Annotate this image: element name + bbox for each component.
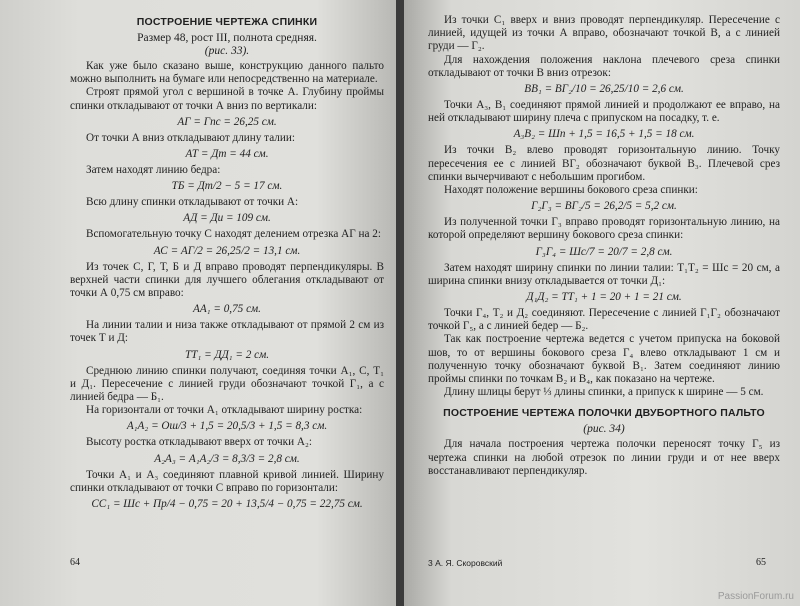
section-title-back: ПОСТРОЕНИЕ ЧЕРТЕЖА СПИНКИ bbox=[136, 16, 318, 28]
formula-line: АС = АГ/2 = 26,25/2 = 13,1 см. bbox=[153, 244, 301, 257]
formula-line: Г₂Г₃ = ВГ₂/5 = 26,2/5 = 5,2 см. bbox=[531, 200, 677, 213]
paragraph: Всю длину спинки откладывают от точки А: bbox=[86, 196, 299, 209]
watermark: PassionForum.ru bbox=[717, 591, 794, 602]
formula-line: ТТ₁ = ДД₁ = 2 см. bbox=[184, 348, 270, 361]
paragraph: Высоту ростка откладывают вверх от точки А₂: bbox=[86, 436, 312, 449]
paragraph: Как уже было сказано выше, конструкцию данного пальто можно выполнить на бумаге или непосредственно на материале. bbox=[70, 60, 384, 86]
paragraph: Так как построение чертежа ведется с учетом припуска на боковой шов, то от вершины бокового среза Г₄ влево откладывают 1 см и полученную точку обозначают буквой В₁. Затем соединяют линию проймы спинки по точкам В₂ и В₄, как показано на чертеже. bbox=[428, 333, 780, 386]
paragraph: Точки А₃, В₁ соединяют прямой линией и продолжают ее вправо, на ней откладывают ширину плеча с припуском на посадку, т. е. bbox=[428, 99, 780, 125]
formula-line: АА₁ = 0,75 см. bbox=[193, 303, 261, 316]
formula-line: ТБ = Дт/2 − 5 = 17 см. bbox=[171, 180, 283, 193]
formula-line: АД = Ди = 109 см. bbox=[183, 212, 271, 225]
size-line: Размер 48, рост III, полнота средняя. bbox=[137, 32, 317, 44]
formula-line: Г₃Г₄ = Шс/7 = 20/7 = 2,8 см. bbox=[535, 245, 673, 258]
paragraph: Из точки В₂ влево проводят горизонтальную линию. Точку пересечения ее с линией ВГ₂ обозначают буквой В₃. Плечевой срез спинки вычерчивают с небольшим прогибом. bbox=[428, 144, 780, 183]
figure-ref-33: (рис. 33). bbox=[204, 45, 250, 57]
paragraph: Находят положение вершины бокового среза спинки: bbox=[444, 184, 698, 197]
signature-line: 3 А. Я. Скоровский bbox=[428, 558, 503, 568]
formula-line: АГ = Гпс = 26,25 см. bbox=[177, 115, 277, 128]
left-page bbox=[0, 0, 396, 606]
section-title-front: ПОСТРОЕНИЕ ЧЕРТЕЖА ПОЛОЧКИ ДВУБОРТНОГО ПАЛЬТО bbox=[443, 407, 765, 420]
formula-line: А₃В₂ = Шп + 1,5 = 16,5 + 1,5 = 18 см. bbox=[513, 128, 695, 141]
paragraph: Точки Г₄, Т₂ и Д₂ соединяют. Пересечение с линией Г₁Г₂ обозначают точкой Г₅, а с линией бедер — Б₂. bbox=[428, 307, 780, 333]
paragraph: Длину шлицы берут ⅓ длины спинки, а припуск к ширине — 5 см. bbox=[444, 386, 764, 399]
book-gutter bbox=[396, 0, 404, 606]
paragraph: На линии талии и низа также откладывают от прямой 2 см из точек Т и Д: bbox=[70, 319, 384, 345]
formula-line: А₁А₂ = Ош/3 + 1,5 = 20,5/3 + 1,5 = 8,3 см. bbox=[126, 420, 328, 433]
formula-line: А₂А₃ = А₁А₂/3 = 8,3/3 = 2,8 см. bbox=[154, 452, 300, 465]
formula-line: АТ = Дт = 44 см. bbox=[185, 148, 269, 161]
closing-paragraph: Для начала построения чертежа полочки переносят точку Г₅ из чертежа спинки на любой отрезок по линии груди и от нее вверх восстанавливают перпендикуляр. bbox=[428, 438, 780, 477]
paragraph: Затем находят ширину спинки по линии талии: Т₁Т₂ = Шс = 20 см, а ширина спинки внизу откладывается от точки Д₁: bbox=[428, 261, 780, 287]
paragraph: Для нахождения положения наклона плечевого среза спинки откладывают от точки В вниз отрезок: bbox=[428, 53, 780, 79]
paragraph: Затем находят линию бедра: bbox=[86, 164, 221, 177]
page-number-left: 64 bbox=[70, 557, 80, 568]
formula-line: СС₁ = Шс + Пр/4 − 0,75 = 20 + 13,5/4 − 0,75 = 22,75 см. bbox=[91, 498, 363, 511]
page-number-right: 65 bbox=[756, 557, 766, 568]
formula-line: ВВ₁ = ВГ₂/10 = 26,25/10 = 2,6 см. bbox=[524, 83, 684, 96]
paragraph: Строят прямой угол с вершиной в точке А. Глубину проймы спинки откладывают от точки А вниз по вертикали: bbox=[70, 86, 384, 112]
right-page bbox=[404, 0, 800, 606]
paragraph: Из точек С, Г, Т, Б и Д вправо проводят перпендикуляры. В верхней части спинки для лучшего облегания откладывают от точки А 0,75 см вправо: bbox=[70, 260, 384, 300]
paragraph: От точки А вниз откладывают длину талии: bbox=[86, 131, 295, 144]
paragraph: Из точки С₁ вверх и вниз проводят перпендикуляр. Пересечение с линией, идущей из точки А вправо, обозначают точкой В, а с линией груди — Г₂. bbox=[428, 14, 780, 53]
paragraph: На горизонтали от точки А₁ откладывают ширину ростка: bbox=[86, 404, 363, 417]
figure-ref-34: (рис. 34) bbox=[583, 423, 625, 436]
right-body-text bbox=[428, 14, 780, 399]
paragraph: Из полученной точки Г₃ вправо проводят горизонтальную линию, на которой определяют вершину бокового среза спинки: bbox=[428, 216, 780, 242]
formula-line: Д₁Д₂ = ТТ₁ + 1 = 20 + 1 = 21 см. bbox=[526, 291, 682, 304]
left-body-text bbox=[70, 60, 384, 511]
paragraph: Точки А₁ и А₃ соединяют плавной кривой линией. Ширину спинки откладывают от точки С вправо по горизонтали: bbox=[70, 468, 384, 494]
paragraph: Вспомогательную точку С находят делением отрезка АГ на 2: bbox=[86, 228, 381, 241]
paragraph: Среднюю линию спинки получают, соединяя точки А₁, С, Т₁ и Д₁. Пересечение с линией груди обозначают точкой Г₁, а с линией бедра — Б₁. bbox=[70, 364, 384, 404]
